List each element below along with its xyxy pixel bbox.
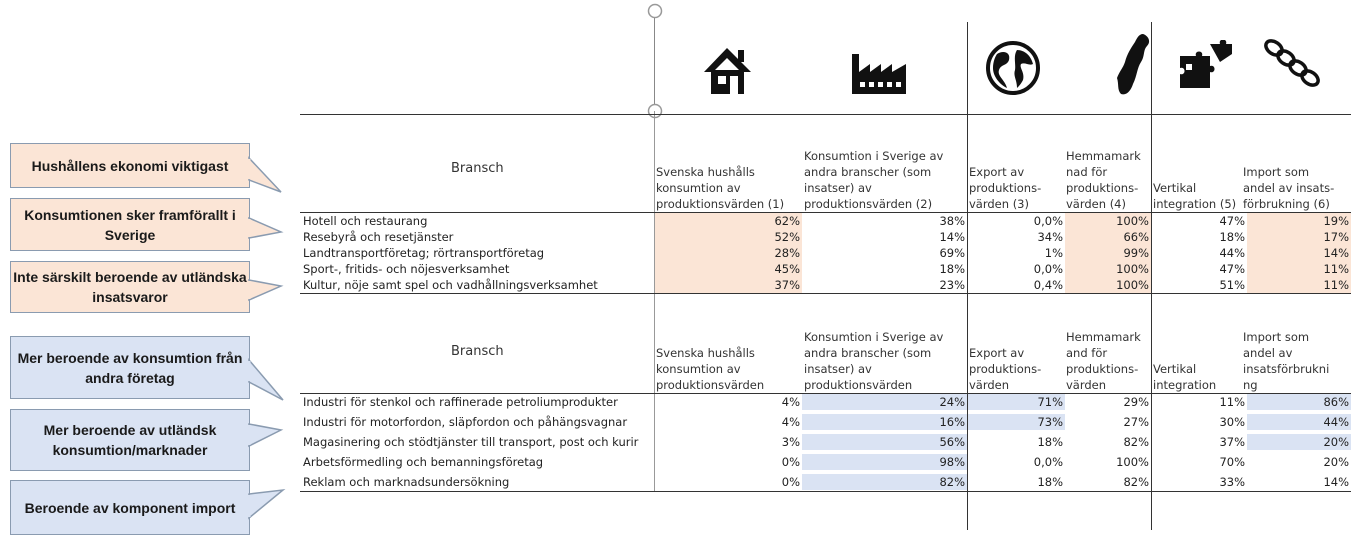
col-header: Svenska hushålls konsumtion av produktionsvärden (1) [656,165,785,211]
callout-foreign-inputs: Inte särskilt beroende av utländska insatsvaror [10,261,250,313]
col-header: Konsumtion i Sverige av andra branscher (som insatser) av produktionsvärden [804,330,944,392]
col-header: Hemmamark nad för produktions- värden (4) [1066,149,1141,211]
col-header: Export av produktions- värden (3) [969,165,1042,211]
table-row: Kultur, nöje samt spel och vadhållningsverksamhet 37% 23% 0,4% 100% 51% 11% [303,278,1349,292]
callout-foreign-markets: Mer beroende av utländsk konsumtion/marknader [10,409,250,471]
col-header: Svenska hushålls konsumtion av produktionsvärden [656,346,765,392]
col-header: Hemmamark and för produktions- värden [1066,330,1141,392]
table-row: Magasinering och stödtjänster till transport, post och kurir 3% 56% 18% 82% 37% 20% [303,435,1349,449]
bransch-header: Bransch [451,344,504,359]
table-row: Sport-, fritids- och nöjesverksamhet 45% 18% 0,0% 100% 47% 11% [303,262,1349,276]
table-row: Resebyrå och resetjänster 52% 14% 34% 66% 18% 17% [303,230,1349,244]
bransch-header: Bransch [451,161,504,176]
col-header: Vertikal integration [1153,362,1217,392]
table-row: Arbetsförmedling och bemanningsföretag 0% 98% 0,0% 100% 70% 20% [303,455,1349,469]
col-header: Vertikal integration (5) [1153,181,1237,211]
callout-component-import: Beroende av komponent import [10,480,250,535]
callout-tail [249,488,289,533]
col-header: Import som andel av insatsförbrukni ng [1243,330,1330,392]
col-header: Import som andel av insats- förbrukning (6) [1243,165,1335,211]
table-row: Landtransportföretag; rörtransportföretag 28% 69% 1% 99% 44% 14% [303,246,1349,260]
table-row: Industri för motorfordon, släpfordon och påhängsvagnar 4% 16% 73% 27% 30% 44% [303,415,1349,429]
col-header: Konsumtion i Sverige av andra branscher (som insatser) av produktionsvärden (2) [804,149,944,211]
table2-body [300,394,1351,490]
callout-consumption-sweden: Konsumtionen sker framförallt i Sverige [10,198,250,251]
table-row: Hotell och restaurang 62% 38% 0,0% 100% 47% 19% [303,214,1349,228]
callout-tail [249,418,289,458]
table-row: Industri för stenkol och raffinerade petroliumprodukter 4% 24% 71% 29% 11% 86% [303,395,1349,409]
col-header: Export av produktions- värden [969,346,1042,392]
callout-business-consumption: Mer beroende av konsumtion från andra företag [10,336,250,399]
callout-household-economy: Hushållens ekonomi viktigast [10,143,250,188]
table-row: Reklam och marknadsundersökning 0% 82% 18% 82% 33% 14% [303,475,1349,489]
divider [300,491,1351,492]
